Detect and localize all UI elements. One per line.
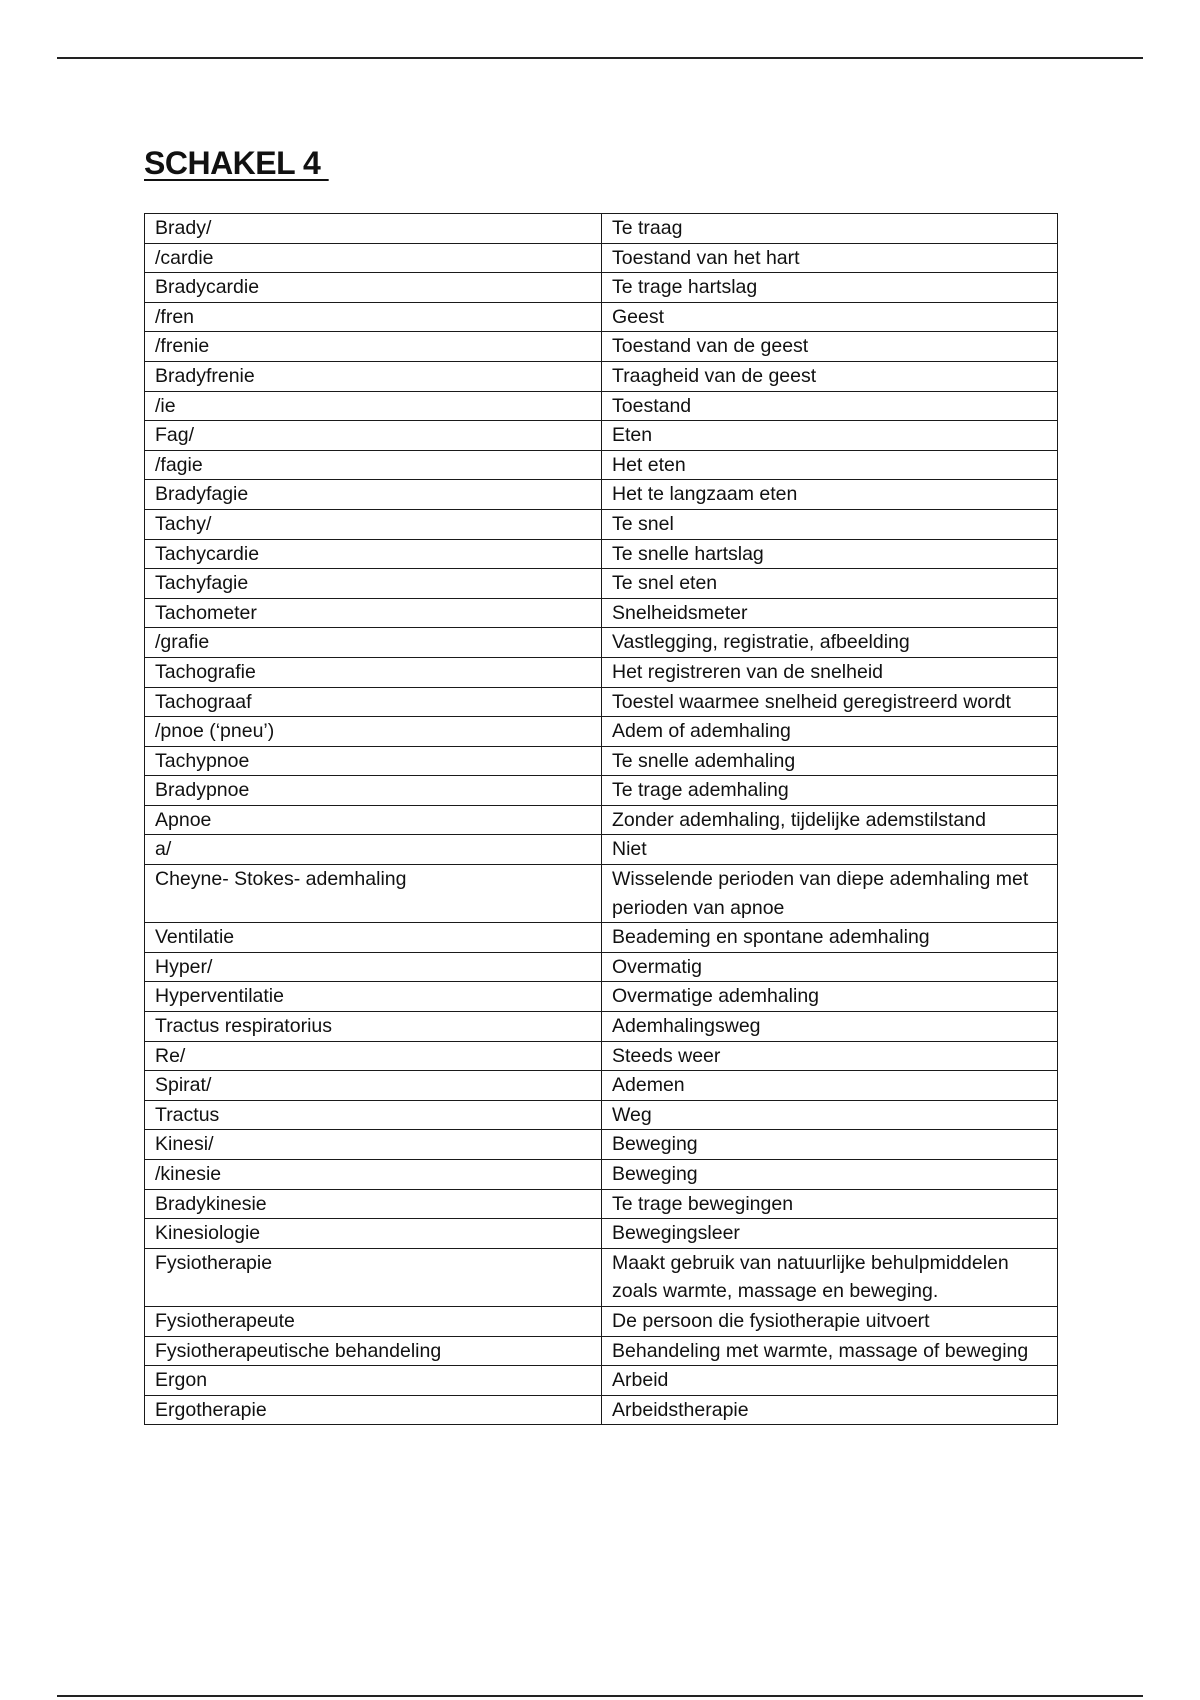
table-row (145, 243, 1058, 273)
term-cell: Fysiotherapeute (145, 1306, 602, 1336)
glossary-body (145, 214, 1058, 1425)
table-row (145, 746, 1058, 776)
table-row (145, 421, 1058, 451)
footer-rule (57, 1695, 1143, 1697)
page-title: SCHAKEL 4 (144, 145, 329, 181)
term-cell: Bradyfrenie (145, 361, 602, 391)
meaning-cell: Vastlegging, registratie, afbeelding (602, 628, 1058, 658)
term-cell: Kinesi/ (145, 1130, 602, 1160)
meaning-cell: Arbeidstherapie (602, 1395, 1058, 1425)
table-row (145, 598, 1058, 628)
table-row (145, 865, 1058, 923)
table-row (145, 361, 1058, 391)
meaning-cell: Te trage hartslag (602, 273, 1058, 303)
meaning-cell: Maakt gebruik van natuurlijke behulpmiddelen zoals warmte, massage en beweging. (602, 1248, 1058, 1306)
table-row (145, 569, 1058, 599)
meaning-cell: Toestel waarmee snelheid geregistreerd wordt (602, 687, 1058, 717)
term-cell: /pnoe (‘pneu’) (145, 717, 602, 747)
term-cell: Bradykinesie (145, 1189, 602, 1219)
meaning-cell: Te snel (602, 509, 1058, 539)
meaning-cell: Bewegingsleer (602, 1219, 1058, 1249)
meaning-cell: Beademing en spontane ademhaling (602, 923, 1058, 953)
term-cell: Re/ (145, 1041, 602, 1071)
meaning-cell: Zonder ademhaling, tijdelijke ademstilstand (602, 805, 1058, 835)
term-cell: /fren (145, 302, 602, 332)
meaning-cell: Te trage ademhaling (602, 776, 1058, 806)
meaning-cell: Behandeling met warmte, massage of beweging (602, 1336, 1058, 1366)
term-cell: Tractus respiratorius (145, 1012, 602, 1042)
table-row (145, 923, 1058, 953)
table-row (145, 835, 1058, 865)
meaning-cell: Te traag (602, 214, 1058, 244)
meaning-cell: Het registreren van de snelheid (602, 657, 1058, 687)
meaning-cell: Het te langzaam eten (602, 480, 1058, 510)
term-cell: Fag/ (145, 421, 602, 451)
meaning-cell: Beweging (602, 1160, 1058, 1190)
table-row (145, 1306, 1058, 1336)
table-row (145, 214, 1058, 244)
table-row (145, 776, 1058, 806)
table-row (145, 332, 1058, 362)
table-row (145, 1336, 1058, 1366)
term-cell: Tractus (145, 1100, 602, 1130)
meaning-cell: Overmatige ademhaling (602, 982, 1058, 1012)
table-row (145, 1012, 1058, 1042)
meaning-cell: Te snelle ademhaling (602, 746, 1058, 776)
header-rule (57, 57, 1143, 59)
table-row (145, 480, 1058, 510)
table-row (145, 1248, 1058, 1306)
term-cell: Bradyfagie (145, 480, 602, 510)
meaning-cell: Ademhalingsweg (602, 1012, 1058, 1042)
table-row (145, 687, 1058, 717)
table-row (145, 1366, 1058, 1396)
term-cell: Ergotherapie (145, 1395, 602, 1425)
table-row (145, 982, 1058, 1012)
meaning-cell: Toestand van de geest (602, 332, 1058, 362)
meaning-cell: Overmatig (602, 952, 1058, 982)
term-cell: Fysiotherapie (145, 1248, 602, 1306)
meaning-cell: Te trage bewegingen (602, 1189, 1058, 1219)
table-row (145, 302, 1058, 332)
table-row (145, 805, 1058, 835)
meaning-cell: Steeds weer (602, 1041, 1058, 1071)
table-row (145, 952, 1058, 982)
table-row (145, 657, 1058, 687)
term-cell: /frenie (145, 332, 602, 362)
glossary-table (144, 213, 1058, 1425)
term-cell: a/ (145, 835, 602, 865)
table-row (145, 509, 1058, 539)
term-cell: Hyperventilatie (145, 982, 602, 1012)
table-row (145, 717, 1058, 747)
term-cell: Bradypnoe (145, 776, 602, 806)
term-cell: Brady/ (145, 214, 602, 244)
term-cell: /fagie (145, 450, 602, 480)
meaning-cell: Toestand (602, 391, 1058, 421)
term-cell: Tachycardie (145, 539, 602, 569)
meaning-cell: Eten (602, 421, 1058, 451)
table-row (145, 628, 1058, 658)
meaning-cell: Weg (602, 1100, 1058, 1130)
table-row (145, 1130, 1058, 1160)
meaning-cell: Te snel eten (602, 569, 1058, 599)
term-cell: Ergon (145, 1366, 602, 1396)
meaning-cell: Traagheid van de geest (602, 361, 1058, 391)
meaning-cell: Geest (602, 302, 1058, 332)
meaning-cell: Arbeid (602, 1366, 1058, 1396)
term-cell: Tachometer (145, 598, 602, 628)
table-row (145, 1219, 1058, 1249)
meaning-cell: Toestand van het hart (602, 243, 1058, 273)
table-row (145, 273, 1058, 303)
meaning-cell: Te snelle hartslag (602, 539, 1058, 569)
term-cell: /cardie (145, 243, 602, 273)
term-cell: /ie (145, 391, 602, 421)
term-cell: Tachy/ (145, 509, 602, 539)
meaning-cell: Niet (602, 835, 1058, 865)
table-row (145, 1395, 1058, 1425)
term-cell: Apnoe (145, 805, 602, 835)
table-row (145, 1100, 1058, 1130)
table-row (145, 450, 1058, 480)
table-row (145, 1189, 1058, 1219)
table-row (145, 539, 1058, 569)
meaning-cell: Wisselende perioden van diepe ademhaling met perioden van apnoe (602, 865, 1058, 923)
term-cell: Tachypnoe (145, 746, 602, 776)
term-cell: Bradycardie (145, 273, 602, 303)
term-cell: Kinesiologie (145, 1219, 602, 1249)
term-cell: Fysiotherapeutische behandeling (145, 1336, 602, 1366)
term-cell: Cheyne- Stokes- ademhaling (145, 865, 602, 923)
meaning-cell: Het eten (602, 450, 1058, 480)
table-row (145, 391, 1058, 421)
table-row (145, 1041, 1058, 1071)
term-cell: /kinesie (145, 1160, 602, 1190)
term-cell: Tachyfagie (145, 569, 602, 599)
meaning-cell: Snelheidsmeter (602, 598, 1058, 628)
term-cell: Tachograaf (145, 687, 602, 717)
meaning-cell: Beweging (602, 1130, 1058, 1160)
meaning-cell: Ademen (602, 1071, 1058, 1101)
table-row (145, 1071, 1058, 1101)
table-row (145, 1160, 1058, 1190)
term-cell: /grafie (145, 628, 602, 658)
meaning-cell: Adem of ademhaling (602, 717, 1058, 747)
term-cell: Spirat/ (145, 1071, 602, 1101)
term-cell: Ventilatie (145, 923, 602, 953)
meaning-cell: De persoon die fysiotherapie uitvoert (602, 1306, 1058, 1336)
term-cell: Hyper/ (145, 952, 602, 982)
term-cell: Tachografie (145, 657, 602, 687)
